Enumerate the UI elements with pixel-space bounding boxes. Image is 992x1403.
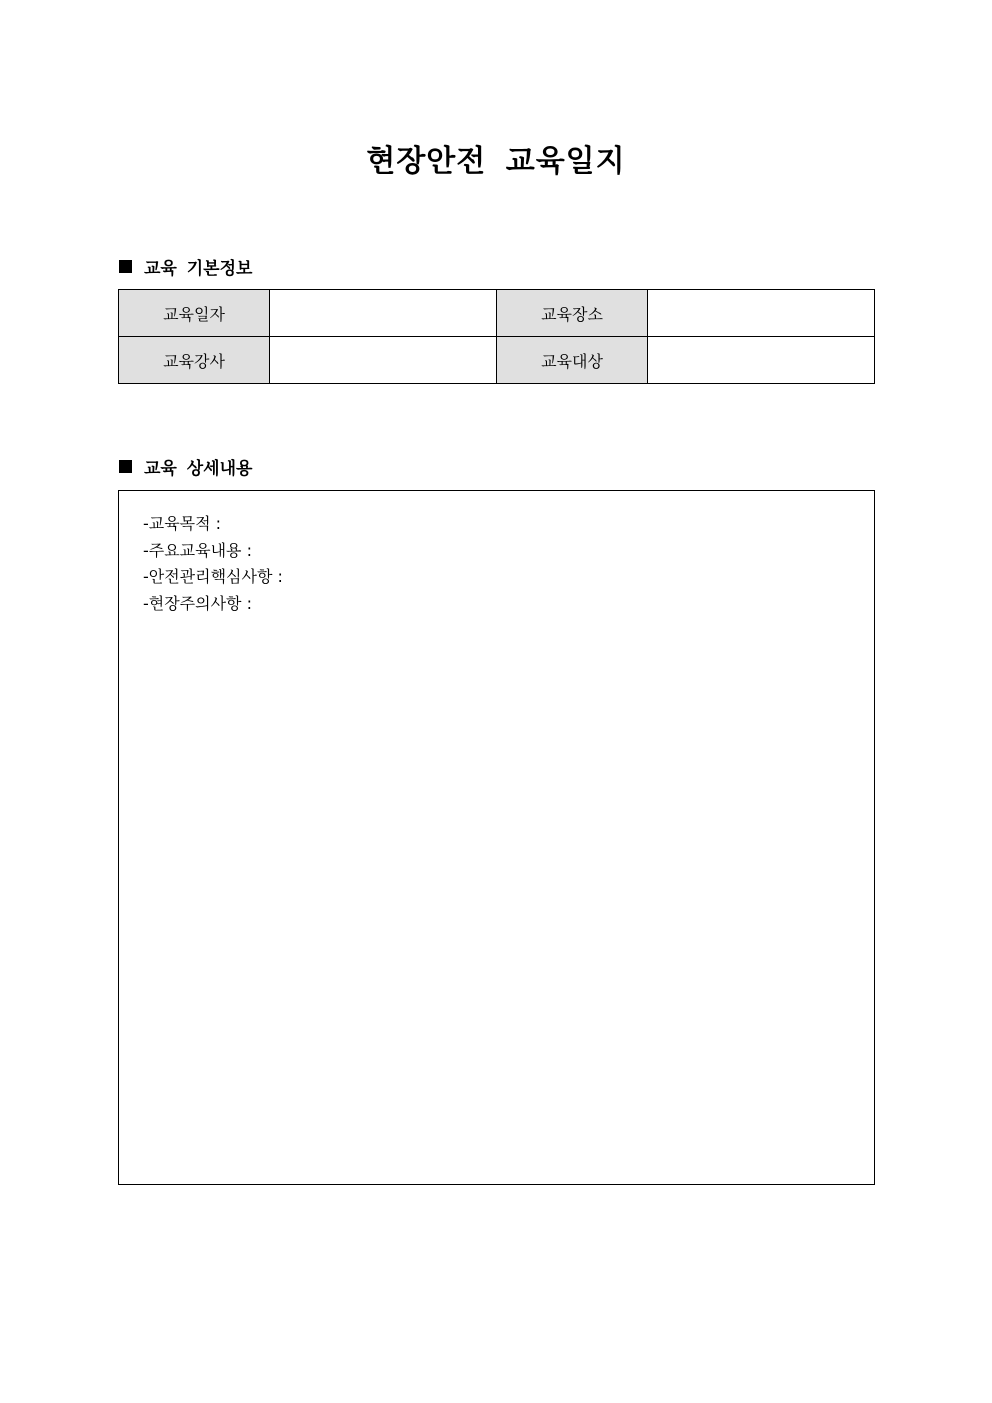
section-heading-basic-info <box>119 254 252 279</box>
education-place-field[interactable] <box>648 290 875 337</box>
table-row <box>119 337 875 384</box>
basic-info-table <box>118 289 875 384</box>
page-title: 현장안전 교육일지 <box>366 144 626 179</box>
square-bullet-icon <box>119 460 132 473</box>
detail-line-site-cautions: -현장주의사항 : <box>143 593 252 613</box>
section-heading-label: 교육 상세내용 <box>144 459 253 479</box>
label-education-instructor: 교육강사 <box>119 337 270 384</box>
detail-line-purpose: -교육목적 : <box>143 514 222 533</box>
table-row <box>119 290 875 337</box>
label-education-place: 교육장소 <box>497 290 648 337</box>
detail-line-main-content: -주요교육내용 : <box>143 540 252 560</box>
detail-line-safety-key-points: -안전관리핵심사항 : <box>143 567 283 586</box>
details-list <box>143 511 283 617</box>
education-instructor-field[interactable] <box>270 337 497 384</box>
square-bullet-icon <box>119 260 132 273</box>
label-education-date: 교육일자 <box>119 290 270 337</box>
section-heading-label: 교육 기본정보 <box>144 259 253 279</box>
details-content-box[interactable] <box>118 490 875 1185</box>
section-heading-details <box>119 454 252 479</box>
education-target-field[interactable] <box>648 337 875 384</box>
label-education-target: 교육대상 <box>497 337 648 384</box>
education-date-field[interactable] <box>270 290 497 337</box>
